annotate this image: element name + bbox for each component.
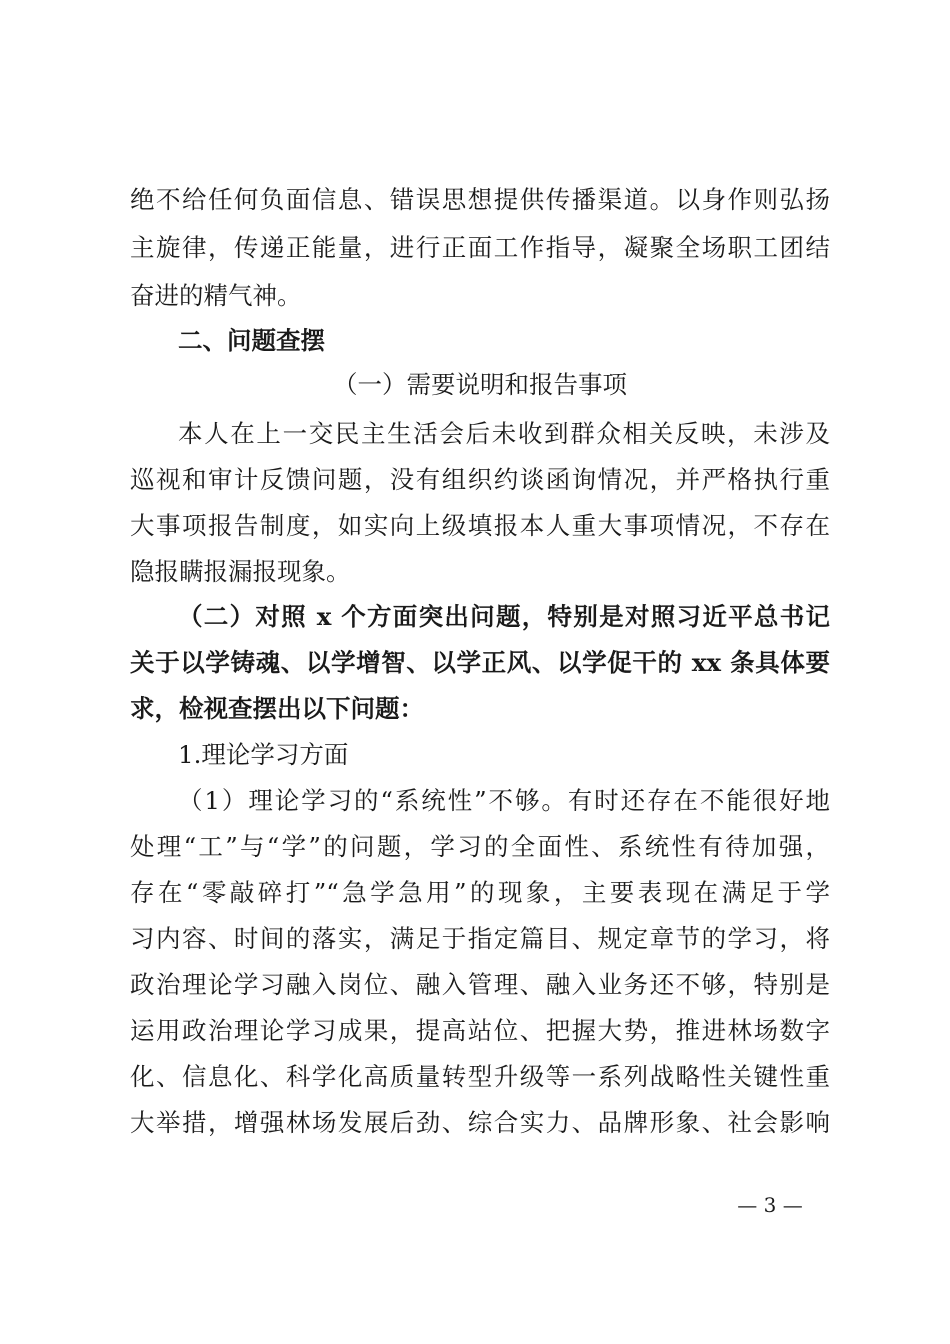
body-line: 化、信息化、科学化高质量转型升级等一系列战略性关键性重 <box>130 1062 830 1091</box>
body-line: 绝不给任何负面信息、错误思想提供传播渠道。以身作则弘扬 <box>130 185 830 214</box>
body-line: 隐报瞒报漏报现象。 <box>130 557 351 586</box>
body-line: 处理“工”与“学”的问题，学习的全面性、系统性有待加强， <box>130 832 830 861</box>
body-line: 大事项报告制度，如实向上级填报本人重大事项情况，不存在 <box>130 511 830 540</box>
body-line: 习内容、时间的落实，满足于指定篇目、规定章节的学习，将 <box>130 924 830 953</box>
body-line: 主旋律，传递正能量，进行正面工作指导，凝聚全场职工团结 <box>130 233 830 262</box>
subsection-heading: （一）需要说明和报告事项 <box>333 370 627 399</box>
body-line: 本人在上一交民主生活会后未收到群众相关反映，未涉及 <box>178 419 830 448</box>
body-line: 存在“零敲碎打”“急学急用”的现象，主要表现在满足于学 <box>130 878 830 907</box>
page-number: — 3 — <box>737 1193 803 1217</box>
section-heading: 二、问题查摆 <box>178 326 325 355</box>
subsection-heading: 求，检视查摆出以下问题： <box>130 694 424 723</box>
body-line: 巡视和审计反馈问题，没有组织约谈函询情况，并严格执行重 <box>130 465 830 494</box>
body-line: 运用政治理论学习成果，提高站位、把握大势，推进林场数字 <box>130 1016 830 1045</box>
body-line: （1）理论学习的“系统性”不够。有时还存在不能很好地 <box>178 786 830 815</box>
body-line: 大举措，增强林场发展后劲、综合实力、品牌形象、社会影响 <box>130 1108 830 1137</box>
body-line: 奋进的精气神。 <box>130 281 302 310</box>
item-heading: 1.理论学习方面 <box>178 740 349 769</box>
subsection-heading: （二）对照 x 个方面突出问题，特别是对照习近平总书记 <box>178 602 830 631</box>
body-line: 政治理论学习融入岗位、融入管理、融入业务还不够，特别是 <box>130 970 830 999</box>
subsection-heading: 关于以学铸魂、以学增智、以学正风、以学促干的 xx 条具体要 <box>130 648 830 677</box>
